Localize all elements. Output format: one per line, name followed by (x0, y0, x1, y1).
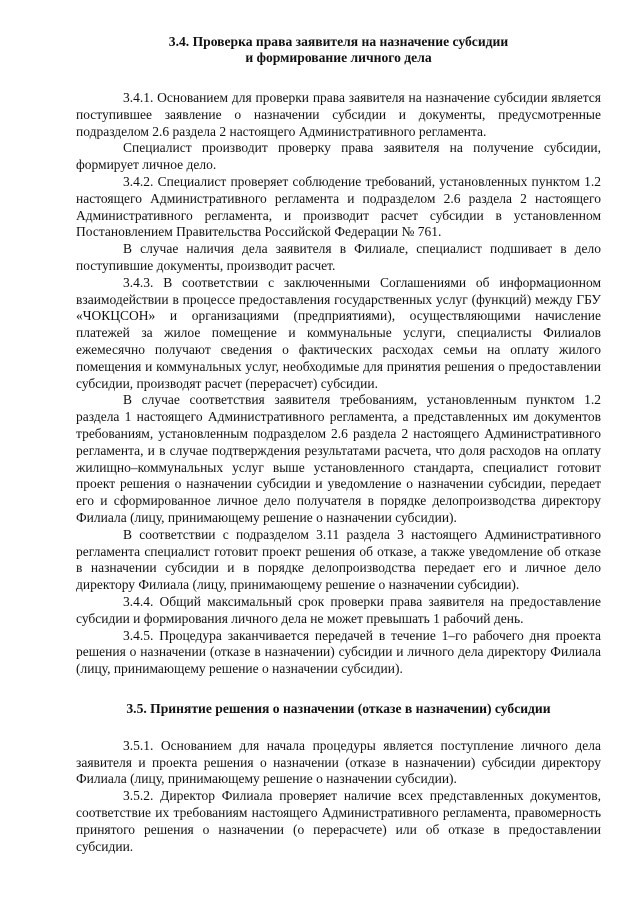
paragraph-3-4-3-refusal: В соответствии с подразделом 3.11 раздела 3 настоящего Административного регламента специалист готовит проект решения об отказе, а также уведомление об отказе в назначении субсидии и в порядке делопроизводства передает его и личное дело директору Филиала (лицу, принимающему решение о назначении субсидии). (76, 526, 601, 593)
section-title-space (76, 717, 601, 738)
document-page (76, 34, 601, 855)
paragraph-3-4-1-specialist: Специалист производит проверку права заявителя на получение субсидии, формирует личное дело. (76, 140, 601, 173)
section-3-4-title-line-2: и формирование личного дела (245, 50, 432, 65)
paragraph-3-4-1: 3.4.1. Основанием для проверки права заявителя на назначение субсидии является поступившее заявление о назначении субсидии и документы, предусмотренные подразделом 2.6 раздела 2 настоящего Административного регламента. (76, 90, 601, 139)
paragraph-3-4-2-case: В случае наличия дела заявителя в Филиале, специалист подшивает в дело поступившие документы, производит расчет. (76, 241, 601, 273)
paragraph-3-4-2: 3.4.2. Специалист проверяет соблюдение требований, установленных пунктом 1.2 настоящего Административного регламента и подразделом 2.6 раздела 2 настоящего Административного регламента, и производит расчет субсидии в установленном Постановлением Правительства Российской Федерации № 761. (76, 173, 601, 240)
section-3-5-title: 3.5. Принятие решения о назначении (отказе в назначении) субсидии (126, 700, 551, 716)
paragraph-3-4-5: 3.4.5. Процедура заканчивается передачей в течение 1–го рабочего дня проекта решения о назначении (отказе в назначении) субсидии и личного дела директору Филиала (лицу, принимающему решение о назначении субсидии). (76, 627, 601, 677)
paragraph-3-4-3: 3.4.3. В соответствии с заключенными Соглашениями об информационном взаимодействии в процессе предоставления государственных услуг (функций) между ГБУ «ЧОКЦСОН» и организациями (предприятиями), осуществляющими начисление платежей за жилое помещение и коммунальные услуги, специалисты Филиалов ежемесячно получают сведения о фактических расходах семьи на оплату жилого помещения и коммунальных услуг, необходимые для принятия решения о предоставлении субсидии, производят расчет (перерасчет) субсидии. (76, 274, 601, 391)
section-3-4-title-line-1: 3.4. Проверка права заявителя на назначение субсидии (168, 34, 509, 49)
section-divider-space (76, 678, 601, 701)
paragraph-3-4-4: 3.4.4. Общий максимальный срок проверки права заявителя на предоставление субсидии и формирования личного дела не может превышать 1 рабочий день. (76, 593, 601, 626)
paragraph-3-4-3-compliance: В случае соответствия заявителя требованиям, установленным пунктом 1.2 раздела 1 настоящего Административного регламента, а представленных им документов требованиям, установленным подразделом 2.6 раздела 2 настоящего Административного регламента, и в случае подтверждения результатами расчета, что доля расходов на оплату жилищно–коммунальных услуг выше установленного стандарта, специалист готовит проект решения о назначении субсидии и уведомление о назначении субсидии, передает его и сформированное личное дело получателя в порядке делопроизводства директору Филиала (лицу, принимающему решение о назначении субсидии). (76, 392, 601, 525)
paragraph-3-5-2: 3.5.2. Директор Филиала проверяет наличие всех представленных документов, соответствие их требованиям настоящего Административного регламента, правомерность принятого решения о назначении (о перерасчете) или об отказе в предоставлении субсидии. (76, 788, 601, 854)
paragraph-3-5-1: 3.5.1. Основанием для начала процедуры является поступление личного дела заявителя и проекта решения о назначении (отказе в назначении) субсидии директору Филиала (лицу, принимающему решение о назначении субсидии). (76, 737, 601, 787)
